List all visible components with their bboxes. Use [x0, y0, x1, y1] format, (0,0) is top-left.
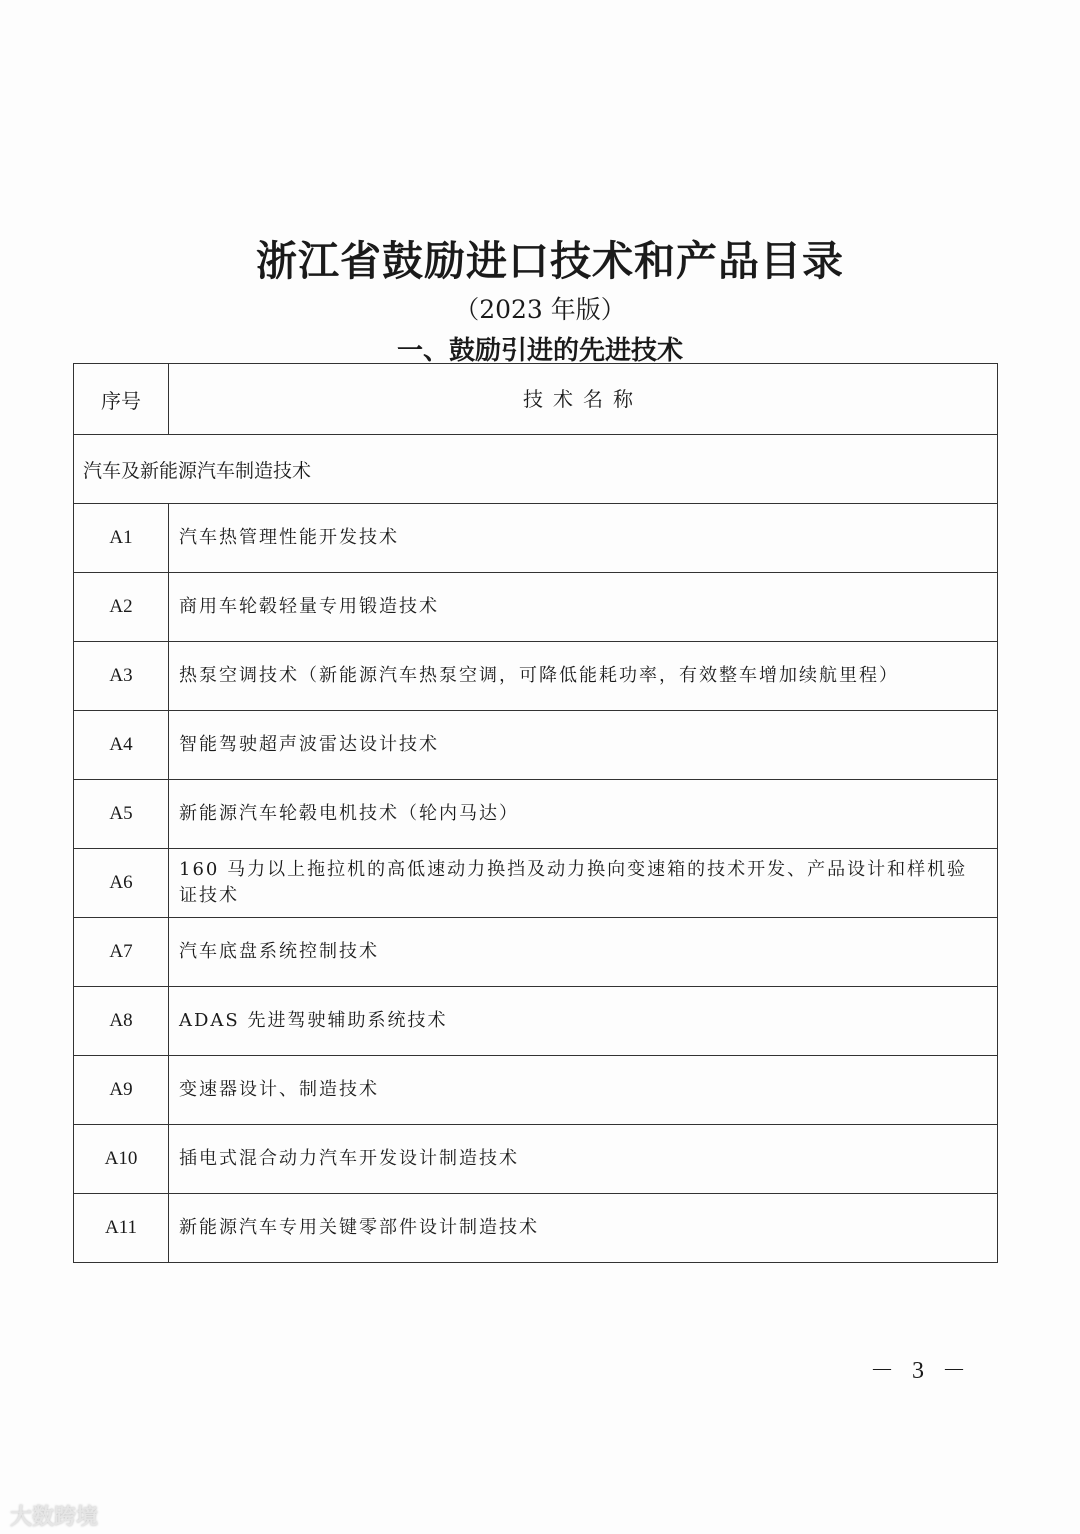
row-tech-name: ADAS 先进驾驶辅助系统技术 — [169, 987, 998, 1056]
table-row — [74, 1056, 998, 1125]
table-row — [74, 1194, 998, 1263]
row-number: A9 — [74, 1056, 169, 1125]
row-tech-name: 商用车轮毂轻量专用锻造技术 — [169, 573, 998, 642]
row-tech-name: 插电式混合动力汽车开发设计制造技术 — [169, 1125, 998, 1194]
table-row — [74, 504, 998, 573]
row-number: A7 — [74, 918, 169, 987]
table-row — [74, 918, 998, 987]
row-number: A6 — [74, 849, 169, 918]
row-number: A1 — [74, 504, 169, 573]
table-row — [74, 642, 998, 711]
header-number: 序号 — [74, 364, 169, 435]
document-title: 浙江省鼓励进口技术和产品目录 — [256, 237, 844, 285]
watermark-text: 大数跨境 — [10, 1505, 99, 1530]
row-tech-name: 热泵空调技术（新能源汽车热泵空调，可降低能耗功率，有效整车增加续航里程） — [169, 642, 998, 711]
table-row — [74, 711, 998, 780]
technology-table — [73, 363, 998, 1263]
table-header-row — [74, 364, 998, 435]
table-row — [74, 780, 998, 849]
row-tech-name: 汽车热管理性能开发技术 — [169, 504, 998, 573]
row-tech-name: 新能源汽车轮毂电机技术（轮内马达） — [169, 780, 998, 849]
row-number: A11 — [74, 1194, 169, 1263]
row-tech-name: 汽车底盘系统控制技术 — [169, 918, 998, 987]
category-label: 汽车及新能源汽车制造技术 — [74, 435, 998, 504]
row-tech-name: 智能驾驶超声波雷达设计技术 — [169, 711, 998, 780]
row-tech-name: 变速器设计、制造技术 — [169, 1056, 998, 1125]
page-number: － 3 － — [870, 1358, 972, 1384]
row-number: A8 — [74, 987, 169, 1056]
row-number: A2 — [74, 573, 169, 642]
table-row — [74, 987, 998, 1056]
table-row — [74, 573, 998, 642]
row-number: A5 — [74, 780, 169, 849]
section-heading: 一、鼓励引进的先进技术 — [396, 336, 683, 366]
row-number: A4 — [74, 711, 169, 780]
row-tech-name: 160 马力以上拖拉机的高低速动力换挡及动力换向变速箱的技术开发、产品设计和样机验证技术 — [169, 849, 998, 918]
header-name: 技术名称 — [169, 364, 998, 435]
row-tech-name: 新能源汽车专用关键零部件设计制造技术 — [169, 1194, 998, 1263]
row-number: A3 — [74, 642, 169, 711]
document-subtitle: （2023 年版） — [454, 295, 626, 324]
watermark-logo — [10, 1500, 98, 1531]
table-row — [74, 849, 998, 918]
category-row — [74, 435, 998, 504]
table-row — [74, 1125, 998, 1194]
row-number: A10 — [74, 1125, 169, 1194]
